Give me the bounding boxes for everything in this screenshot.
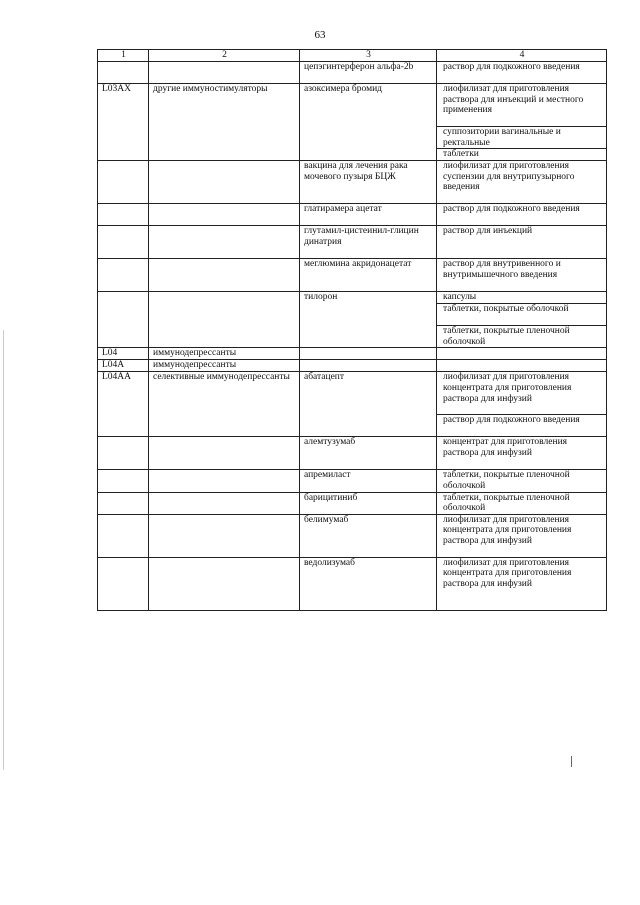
code-cell <box>98 161 149 204</box>
form-cell: раствор для инъекций <box>437 226 607 259</box>
drug-cell: глутамил-цистеинил-глицин динатрия <box>300 226 437 259</box>
form-cell: таблетки, покрытые пленочной оболочкой <box>437 470 607 492</box>
table-body <box>98 62 607 611</box>
margin-mark-left <box>3 330 4 770</box>
code-cell <box>98 557 149 610</box>
drug-table <box>97 49 607 611</box>
header-row <box>98 50 607 62</box>
column-header-3: 3 <box>300 50 437 62</box>
group-cell <box>149 492 300 514</box>
group-cell <box>149 437 300 470</box>
group-cell: селективные иммунодепрессанты <box>149 372 300 437</box>
column-header-4: 4 <box>437 50 607 62</box>
table-row <box>98 62 607 84</box>
group-cell <box>149 62 300 84</box>
drug-cell <box>300 348 437 360</box>
form-cell: лиофилизат для приготовления концентрата для приготовления раствора для инфузий <box>437 557 607 610</box>
form-cell: раствор для подкожного введения <box>437 204 607 226</box>
table-row <box>98 226 607 259</box>
drug-cell: меглюмина акридонацетат <box>300 259 437 292</box>
form-cell <box>437 360 607 372</box>
table-row <box>98 348 607 360</box>
drug-cell: глатирамера ацетат <box>300 204 437 226</box>
code-cell: L03AX <box>98 84 149 161</box>
group-cell <box>149 204 300 226</box>
form-cell: лиофилизат для приготовления концентрата для приготовления раствора для инфузий <box>437 514 607 557</box>
drug-cell: апремиласт <box>300 470 437 492</box>
table-row <box>98 557 607 610</box>
drug-cell: абатацепт <box>300 372 437 437</box>
form-cell: раствор для внутривенного и внутримышечного введения <box>437 259 607 292</box>
drug-cell: цепэгинтерферон альфа-2b <box>300 62 437 84</box>
table-row <box>98 161 607 204</box>
table-row <box>98 492 607 514</box>
form-cell: таблетки <box>437 149 607 161</box>
drug-table-container <box>97 49 606 611</box>
page-number: 63 <box>314 29 326 41</box>
margin-mark-right <box>571 756 572 767</box>
form-cell: лиофилизат для приготовления суспензии для внутрипузырного введения <box>437 161 607 204</box>
column-header-2: 2 <box>149 50 300 62</box>
group-cell <box>149 557 300 610</box>
code-cell <box>98 62 149 84</box>
form-cell: раствор для подкожного введения <box>437 62 607 84</box>
drug-cell: белимумаб <box>300 514 437 557</box>
table-row <box>98 372 607 415</box>
form-cell: суппозитории вагинальные и ректальные <box>437 127 607 149</box>
group-cell: иммунодепрессанты <box>149 348 300 360</box>
form-cell: капсулы <box>437 292 607 304</box>
drug-cell: азоксимера бромид <box>300 84 437 161</box>
code-cell: L04AA <box>98 372 149 437</box>
group-cell <box>149 226 300 259</box>
form-cell: лиофилизат для приготовления раствора для инъекций и местного применения <box>437 84 607 127</box>
group-cell <box>149 292 300 348</box>
group-cell <box>149 514 300 557</box>
form-cell: таблетки, покрытые пленочной оболочкой <box>437 326 607 348</box>
table-row <box>98 437 607 470</box>
form-cell: раствор для подкожного введения <box>437 415 607 437</box>
code-cell <box>98 437 149 470</box>
code-cell <box>98 226 149 259</box>
code-cell <box>98 492 149 514</box>
drug-cell: тилорон <box>300 292 437 348</box>
table-row <box>98 514 607 557</box>
code-cell <box>98 259 149 292</box>
form-cell: лиофилизат для приготовления концентрата для приготовления раствора для инфузий <box>437 372 607 415</box>
table-row <box>98 204 607 226</box>
group-cell: другие иммуностимуляторы <box>149 84 300 161</box>
group-cell <box>149 259 300 292</box>
table-row <box>98 259 607 292</box>
form-cell: таблетки, покрытые пленочной оболочкой <box>437 492 607 514</box>
table-row <box>98 292 607 304</box>
table-row <box>98 360 607 372</box>
drug-cell: вакцина для лечения рака мочевого пузыря БЦЖ <box>300 161 437 204</box>
code-cell <box>98 204 149 226</box>
code-cell: L04 <box>98 348 149 360</box>
group-cell: иммунодепрессанты <box>149 360 300 372</box>
form-cell <box>437 348 607 360</box>
form-cell: концентрат для приготовления раствора для инфузий <box>437 437 607 470</box>
group-cell <box>149 161 300 204</box>
drug-cell: алемтузумаб <box>300 437 437 470</box>
table-header <box>98 50 607 62</box>
column-header-1: 1 <box>98 50 149 62</box>
form-cell: таблетки, покрытые оболочкой <box>437 304 607 326</box>
code-cell: L04A <box>98 360 149 372</box>
drug-cell <box>300 360 437 372</box>
table-row <box>98 470 607 492</box>
drug-cell: ведолизумаб <box>300 557 437 610</box>
code-cell <box>98 514 149 557</box>
code-cell <box>98 292 149 348</box>
table-row <box>98 84 607 127</box>
code-cell <box>98 470 149 492</box>
group-cell <box>149 470 300 492</box>
drug-cell: барицитиниб <box>300 492 437 514</box>
